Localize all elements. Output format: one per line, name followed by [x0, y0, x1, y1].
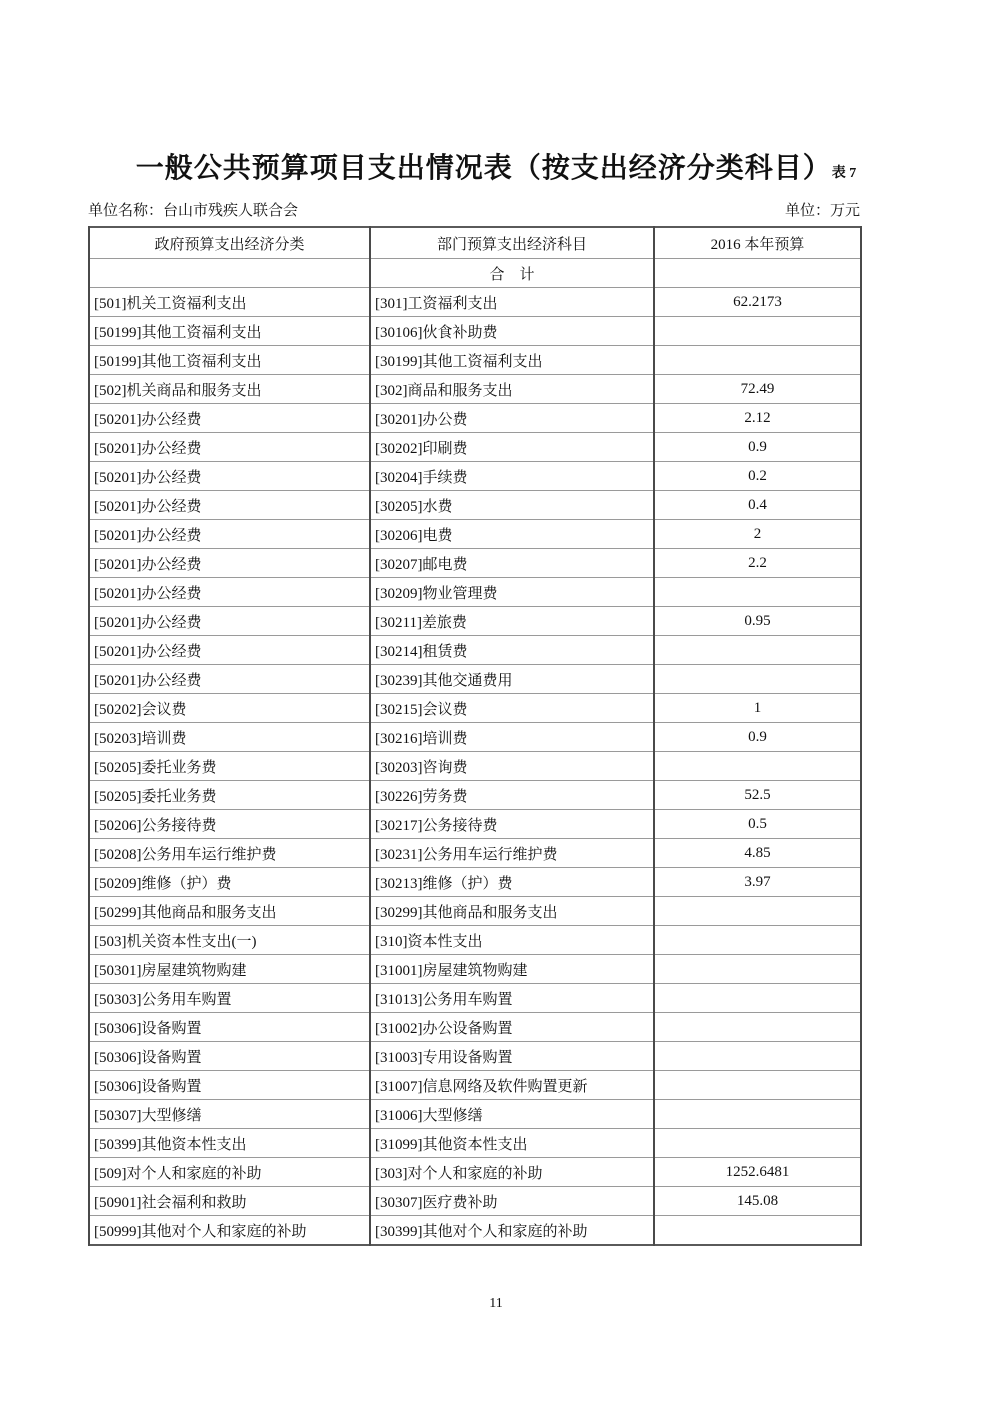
table-row — [89, 1216, 861, 1246]
cell-gov-classification: [50306]设备购置 — [89, 1042, 370, 1071]
table-row — [89, 723, 861, 752]
cell-gov-classification: [50299]其他商品和服务支出 — [89, 897, 370, 926]
cell-amount — [654, 1071, 861, 1100]
cell-dept-subject: [30204]手续费 — [370, 462, 654, 491]
cell-dept-subject: [30207]邮电费 — [370, 549, 654, 578]
cell-gov-classification: [50201]办公经费 — [89, 491, 370, 520]
table-row — [89, 694, 861, 723]
cell-amount — [654, 317, 861, 346]
cell-amount — [654, 926, 861, 955]
cell-gov-classification: [50303]公务用车购置 — [89, 984, 370, 1013]
cell-dept-subject: [30399]其他对个人和家庭的补助 — [370, 1216, 654, 1246]
cell-gov-classification: [502]机关商品和服务支出 — [89, 375, 370, 404]
cell-amount — [654, 346, 861, 375]
table-row — [89, 1042, 861, 1071]
col-header-dept-subject: 部门预算支出经济科目 — [370, 227, 654, 259]
cell-amount: 2.2 — [654, 549, 861, 578]
cell-gov-classification: [50199]其他工资福利支出 — [89, 346, 370, 375]
table-row — [89, 752, 861, 781]
table-row — [89, 433, 861, 462]
cell-gov-classification: [50301]房屋建筑物购建 — [89, 955, 370, 984]
table-row — [89, 346, 861, 375]
page-title-suffix: 表 7 — [831, 166, 857, 181]
table-row — [89, 984, 861, 1013]
cell-dept-subject: [31013]公务用车购置 — [370, 984, 654, 1013]
cell-amount — [654, 1013, 861, 1042]
cell-gov-classification: [50201]办公经费 — [89, 433, 370, 462]
cell-amount: 145.08 — [654, 1187, 861, 1216]
cell-dept-subject: [30214]租赁费 — [370, 636, 654, 665]
cell-gov-classification: [50306]设备购置 — [89, 1071, 370, 1100]
cell-dept-subject: [31001]房屋建筑物购建 — [370, 955, 654, 984]
cell-gov-classification: [50206]公务接待费 — [89, 810, 370, 839]
cell-dept-subject: [30206]电费 — [370, 520, 654, 549]
cell-dept-subject: [31007]信息网络及软件购置更新 — [370, 1071, 654, 1100]
table-row — [89, 578, 861, 607]
cell-dept-subject: [30239]其他交通费用 — [370, 665, 654, 694]
table-row — [89, 839, 861, 868]
table-row — [89, 491, 861, 520]
page-title — [0, 146, 992, 186]
cell-amount: 1 — [654, 694, 861, 723]
cell-gov-classification: [50201]办公经费 — [89, 636, 370, 665]
cell-dept-subject: [31003]专用设备购置 — [370, 1042, 654, 1071]
cell-amount: 0.9 — [654, 723, 861, 752]
table-row — [89, 375, 861, 404]
cell-dept-subject: [303]对个人和家庭的补助 — [370, 1158, 654, 1187]
cell-amount: 4.85 — [654, 839, 861, 868]
cell-dept-subject: [30215]会议费 — [370, 694, 654, 723]
table-row — [89, 665, 861, 694]
cell-amount — [654, 984, 861, 1013]
cell-dept-subject: [30216]培训费 — [370, 723, 654, 752]
budget-table — [88, 226, 862, 1246]
table-row — [89, 1187, 861, 1216]
cell-gov-classification: [50201]办公经费 — [89, 578, 370, 607]
cell-amount: 52.5 — [654, 781, 861, 810]
cell-gov-classification: [50201]办公经费 — [89, 607, 370, 636]
table-row — [89, 955, 861, 984]
table-row — [89, 1129, 861, 1158]
cell-dept-subject: [30231]公务用车运行维护费 — [370, 839, 654, 868]
table-row — [89, 810, 861, 839]
col-header-gov-classification: 政府预算支出经济分类 — [89, 227, 370, 259]
cell-dept-subject: [302]商品和服务支出 — [370, 375, 654, 404]
cell-dept-subject: [30202]印刷费 — [370, 433, 654, 462]
cell-amount: 0.95 — [654, 607, 861, 636]
total-row-label: 合 计 — [370, 259, 654, 288]
cell-gov-classification: [50199]其他工资福利支出 — [89, 317, 370, 346]
cell-dept-subject: [30226]劳务费 — [370, 781, 654, 810]
cell-gov-classification: [50209]维修（护）费 — [89, 868, 370, 897]
cell-gov-classification: [50201]办公经费 — [89, 549, 370, 578]
table-row — [89, 636, 861, 665]
cell-gov-classification: [50203]培训费 — [89, 723, 370, 752]
total-row-gov-cell — [89, 259, 370, 288]
cell-dept-subject: [30203]咨询费 — [370, 752, 654, 781]
table-row — [89, 462, 861, 491]
table-row — [89, 317, 861, 346]
cell-amount — [654, 1129, 861, 1158]
cell-dept-subject: [30106]伙食补助费 — [370, 317, 654, 346]
total-row-amount-cell — [654, 259, 861, 288]
cell-amount: 0.2 — [654, 462, 861, 491]
cell-gov-classification: [50307]大型修缮 — [89, 1100, 370, 1129]
table-row — [89, 549, 861, 578]
table-row — [89, 607, 861, 636]
cell-amount: 0.4 — [654, 491, 861, 520]
cell-dept-subject: [30209]物业管理费 — [370, 578, 654, 607]
cell-amount — [654, 636, 861, 665]
table-row — [89, 1100, 861, 1129]
table-row — [89, 520, 861, 549]
table-row — [89, 1158, 861, 1187]
cell-dept-subject: [30211]差旅费 — [370, 607, 654, 636]
cell-gov-classification: [509]对个人和家庭的补助 — [89, 1158, 370, 1187]
cell-amount: 2 — [654, 520, 861, 549]
cell-amount: 2.12 — [654, 404, 861, 433]
cell-amount — [654, 955, 861, 984]
cell-amount — [654, 665, 861, 694]
cell-gov-classification: [50999]其他对个人和家庭的补助 — [89, 1216, 370, 1246]
cell-dept-subject: [31006]大型修缮 — [370, 1100, 654, 1129]
table-header-row — [89, 227, 861, 259]
table-row — [89, 404, 861, 433]
cell-gov-classification: [50205]委托业务费 — [89, 781, 370, 810]
cell-gov-classification: [50201]办公经费 — [89, 462, 370, 491]
cell-dept-subject: [30217]公务接待费 — [370, 810, 654, 839]
cell-gov-classification: [50208]公务用车运行维护费 — [89, 839, 370, 868]
cell-amount: 1252.6481 — [654, 1158, 861, 1187]
meta-row — [88, 199, 860, 220]
table-row — [89, 868, 861, 897]
table-row — [89, 926, 861, 955]
cell-amount: 0.5 — [654, 810, 861, 839]
cell-dept-subject: [31002]办公设备购置 — [370, 1013, 654, 1042]
cell-gov-classification: [50201]办公经费 — [89, 665, 370, 694]
cell-amount: 3.97 — [654, 868, 861, 897]
cell-gov-classification: [503]机关资本性支出(一) — [89, 926, 370, 955]
total-row — [89, 259, 861, 288]
cell-gov-classification: [50202]会议费 — [89, 694, 370, 723]
cell-amount — [654, 1042, 861, 1071]
cell-gov-classification: [50201]办公经费 — [89, 404, 370, 433]
cell-dept-subject: [30213]维修（护）费 — [370, 868, 654, 897]
table-row — [89, 1013, 861, 1042]
cell-amount: 72.49 — [654, 375, 861, 404]
cell-gov-classification: [50399]其他资本性支出 — [89, 1129, 370, 1158]
table-row — [89, 288, 861, 317]
cell-dept-subject: [30307]医疗费补助 — [370, 1187, 654, 1216]
table-row — [89, 781, 861, 810]
cell-dept-subject: [30205]水费 — [370, 491, 654, 520]
col-header-budget-2016: 2016 本年预算 — [654, 227, 861, 259]
cell-amount: 0.9 — [654, 433, 861, 462]
cell-dept-subject: [30299]其他商品和服务支出 — [370, 897, 654, 926]
cell-gov-classification: [50201]办公经费 — [89, 520, 370, 549]
unit-name-label: 单位名称：台山市残疾人联合会 — [88, 203, 299, 219]
cell-gov-classification: [501]机关工资福利支出 — [89, 288, 370, 317]
cell-dept-subject: [31099]其他资本性支出 — [370, 1129, 654, 1158]
page-number: 11 — [489, 1296, 503, 1311]
cell-amount: 62.2173 — [654, 288, 861, 317]
cell-dept-subject: [30199]其他工资福利支出 — [370, 346, 654, 375]
table-row — [89, 1071, 861, 1100]
cell-amount — [654, 578, 861, 607]
table-body — [89, 288, 861, 1246]
cell-amount — [654, 1216, 861, 1246]
cell-dept-subject: [301]工资福利支出 — [370, 288, 654, 317]
cell-dept-subject: [310]资本性支出 — [370, 926, 654, 955]
unit-measure-label: 单位：万元 — [784, 203, 860, 219]
cell-amount — [654, 1100, 861, 1129]
cell-amount — [654, 897, 861, 926]
cell-gov-classification: [50901]社会福利和救助 — [89, 1187, 370, 1216]
cell-dept-subject: [30201]办公费 — [370, 404, 654, 433]
page-title-text: 一般公共预算项目支出情况表（按支出经济分类科目） — [135, 153, 832, 184]
cell-gov-classification: [50205]委托业务费 — [89, 752, 370, 781]
cell-amount — [654, 752, 861, 781]
cell-gov-classification: [50306]设备购置 — [89, 1013, 370, 1042]
table-row — [89, 897, 861, 926]
